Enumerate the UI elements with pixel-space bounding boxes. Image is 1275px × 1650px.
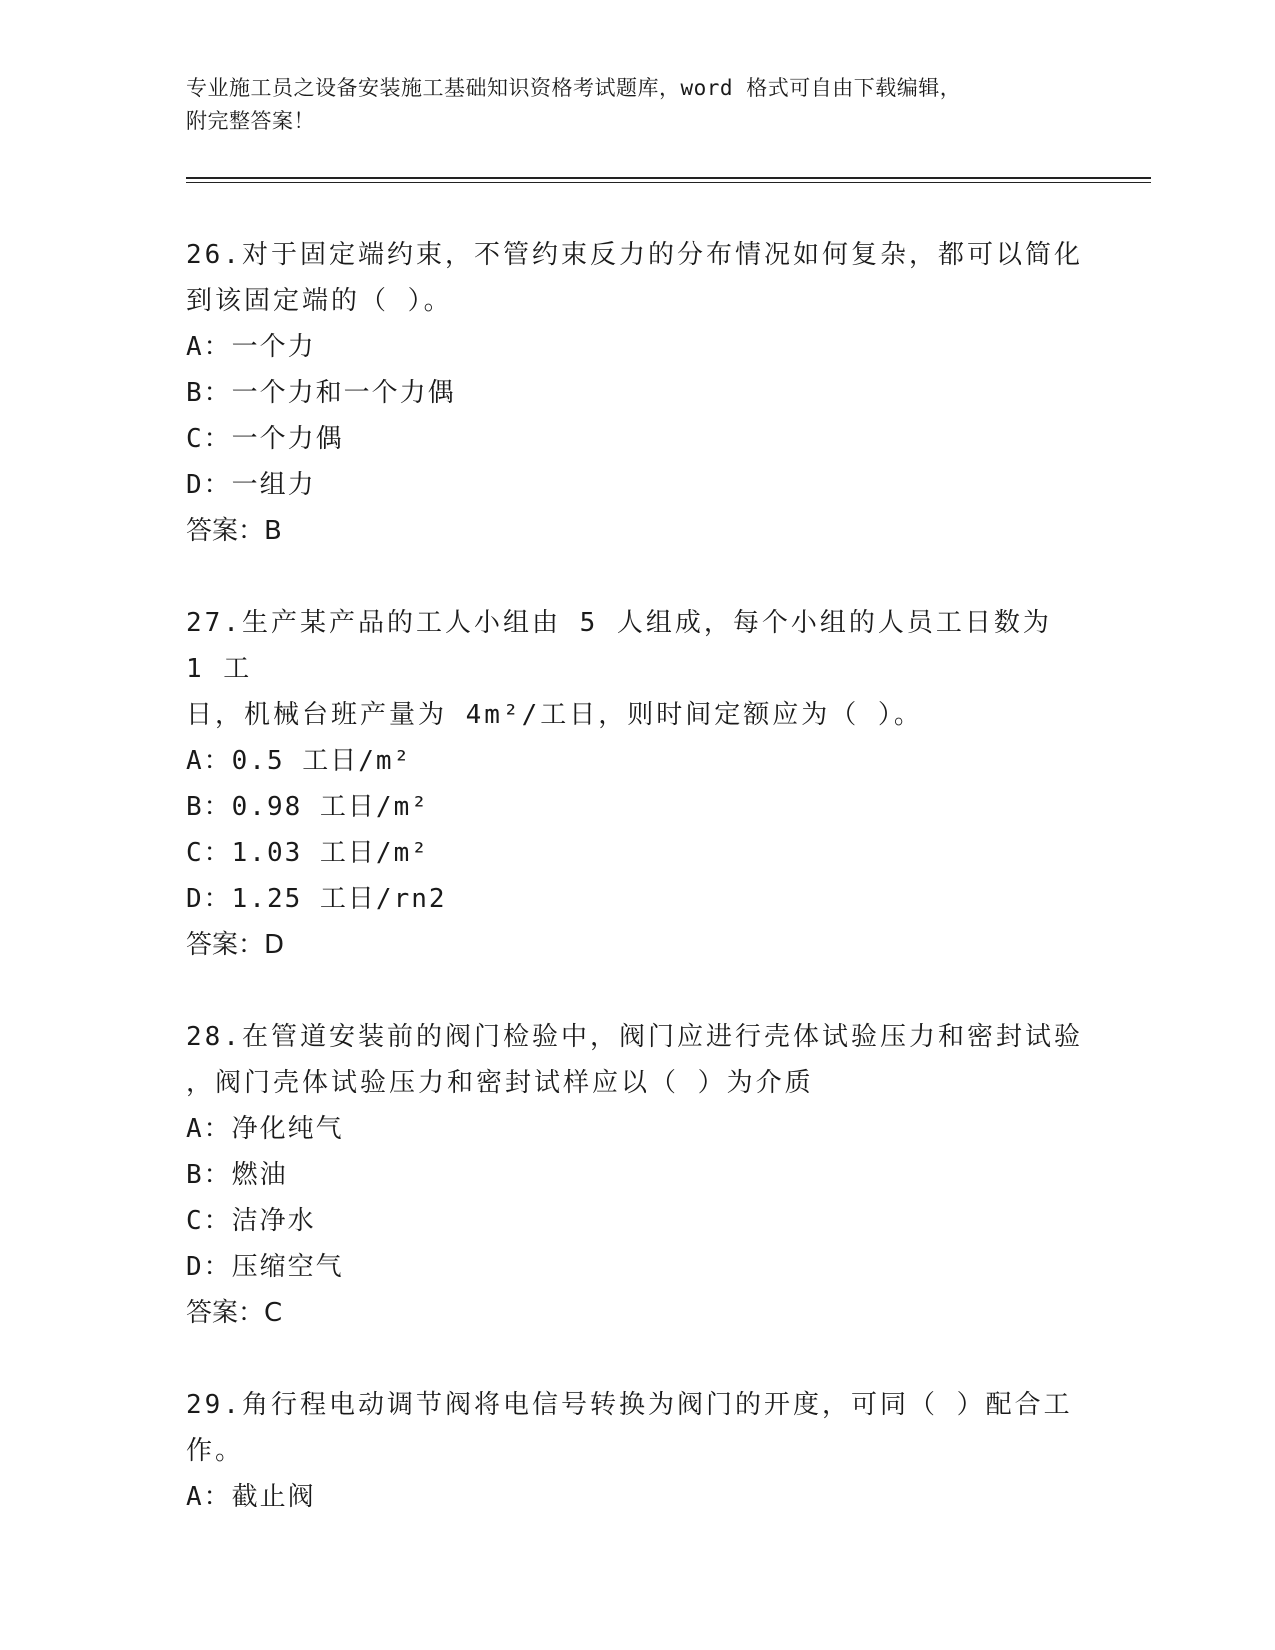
question-28 xyxy=(186,1014,1086,1336)
header-line-1: 专业施工员之设备安装施工基础知识资格考试题库，word 格式可自由下载编辑， xyxy=(186,76,962,100)
option-c: C：洁净水 xyxy=(186,1206,316,1236)
question-stem-line-2: 日，机械台班产量为 4m²/工日，则时间定额应为（ ）。 xyxy=(186,700,923,730)
answer: 答案：B xyxy=(186,516,282,546)
option-b: B：燃油 xyxy=(186,1160,288,1190)
option-c: C：一个力偶 xyxy=(186,424,344,454)
question-stem-line-2: 到该固定端的（ ）。 xyxy=(186,286,453,316)
option-d: D：一组力 xyxy=(186,470,316,500)
header-divider-thick xyxy=(186,177,1151,179)
option-b: B：一个力和一个力偶 xyxy=(186,378,456,408)
question-stem-line-2: 作。 xyxy=(186,1436,245,1466)
question-stem-line-1: 29.角行程电动调节阀将电信号转换为阀门的开度，可同（ ）配合工 xyxy=(186,1390,1073,1420)
option-a: A：一个力 xyxy=(186,332,316,362)
header-divider-thin xyxy=(186,182,1151,183)
question-stem-line-1: 26.对于固定端约束，不管约束反力的分布情况如何复杂，都可以简化 xyxy=(186,240,1083,270)
question-29 xyxy=(186,1382,1086,1520)
option-d: D：1.25 工日/rn2 xyxy=(186,884,447,914)
document-header xyxy=(186,72,1066,138)
question-27 xyxy=(186,600,1086,968)
question-stem-line-1: 27.生产某产品的工人小组由 5 人组成，每个小组的人员工日数为 1 工 xyxy=(186,608,1052,684)
option-d: D：压缩空气 xyxy=(186,1252,344,1282)
option-a: A：截止阀 xyxy=(186,1482,316,1512)
answer: 答案：C xyxy=(186,1298,283,1328)
option-a: A：0.5 工日/m² xyxy=(186,746,412,776)
question-stem-line-1: 28.在管道安装前的阀门检验中，阀门应进行壳体试验压力和密封试验 xyxy=(186,1022,1083,1052)
question-stem-line-2: ，阀门壳体试验压力和密封试样应以（ ）为介质 xyxy=(186,1068,814,1098)
question-list xyxy=(186,232,1086,1566)
option-a: A：净化纯气 xyxy=(186,1114,344,1144)
header-line-2: 附完整答案！ xyxy=(186,109,315,133)
option-c: C：1.03 工日/m² xyxy=(186,838,429,868)
question-26 xyxy=(186,232,1086,554)
option-b: B：0.98 工日/m² xyxy=(186,792,429,822)
answer: 答案：D xyxy=(186,930,285,960)
